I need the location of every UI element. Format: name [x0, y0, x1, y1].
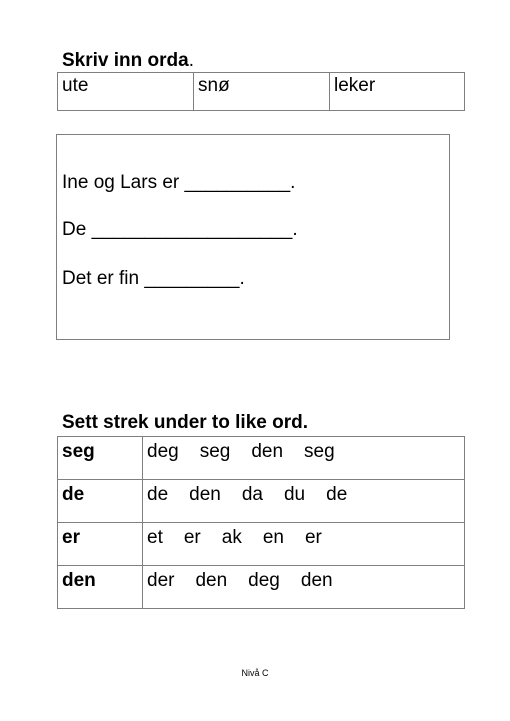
option-word[interactable]: seg: [199, 441, 231, 462]
option-word[interactable]: de: [326, 484, 348, 505]
matching-key-word: seg: [58, 437, 143, 480]
option-word[interactable]: seg: [304, 441, 335, 462]
word-bank-table: [57, 72, 465, 111]
sentence-line: Ine og Lars er __________.: [62, 172, 296, 193]
option-word[interactable]: der: [147, 570, 175, 591]
matching-row: [58, 566, 465, 609]
word-bank-row: [58, 73, 465, 111]
option-word[interactable]: er: [304, 527, 322, 548]
sentence-box: [56, 134, 450, 340]
matching-options: [143, 566, 465, 609]
footer-level: Nivå C: [241, 668, 269, 678]
matching-key-word: er: [58, 523, 143, 566]
section-title-period: .: [188, 50, 194, 71]
matching-key-word: den: [58, 566, 143, 609]
sentence-line: De ___________________.: [62, 219, 298, 240]
option-word[interactable]: da: [241, 484, 263, 505]
word-bank-cell: leker: [330, 73, 465, 111]
word-bank-cell: snø: [194, 73, 330, 111]
matching-row: [58, 523, 465, 566]
option-word[interactable]: et: [147, 527, 163, 548]
option-word[interactable]: den: [251, 441, 284, 462]
matching-options: [143, 523, 465, 566]
option-word[interactable]: den: [300, 570, 333, 591]
section-title-text: Skriv inn orda: [62, 50, 189, 71]
matching-key-word: de: [58, 480, 143, 523]
option-word[interactable]: den: [195, 570, 228, 591]
matching-options: [143, 437, 465, 480]
option-word[interactable]: er: [183, 527, 201, 548]
section-title-underline-words: Sett strek under to like ord.: [62, 412, 308, 433]
word-bank-cell: ute: [58, 73, 194, 111]
option-word[interactable]: de: [147, 484, 169, 505]
option-word[interactable]: en: [262, 527, 284, 548]
option-word[interactable]: den: [189, 484, 221, 505]
matching-table: [57, 436, 465, 609]
option-word[interactable]: du: [283, 484, 306, 505]
option-word[interactable]: deg: [248, 570, 280, 591]
section-title-write-words: [62, 50, 194, 72]
sentence-line: Det er fin _________.: [62, 268, 245, 289]
matching-options: [143, 480, 465, 523]
option-word[interactable]: ak: [221, 527, 242, 548]
matching-row: [58, 480, 465, 523]
matching-row: [58, 437, 465, 480]
option-word[interactable]: deg: [147, 441, 179, 462]
